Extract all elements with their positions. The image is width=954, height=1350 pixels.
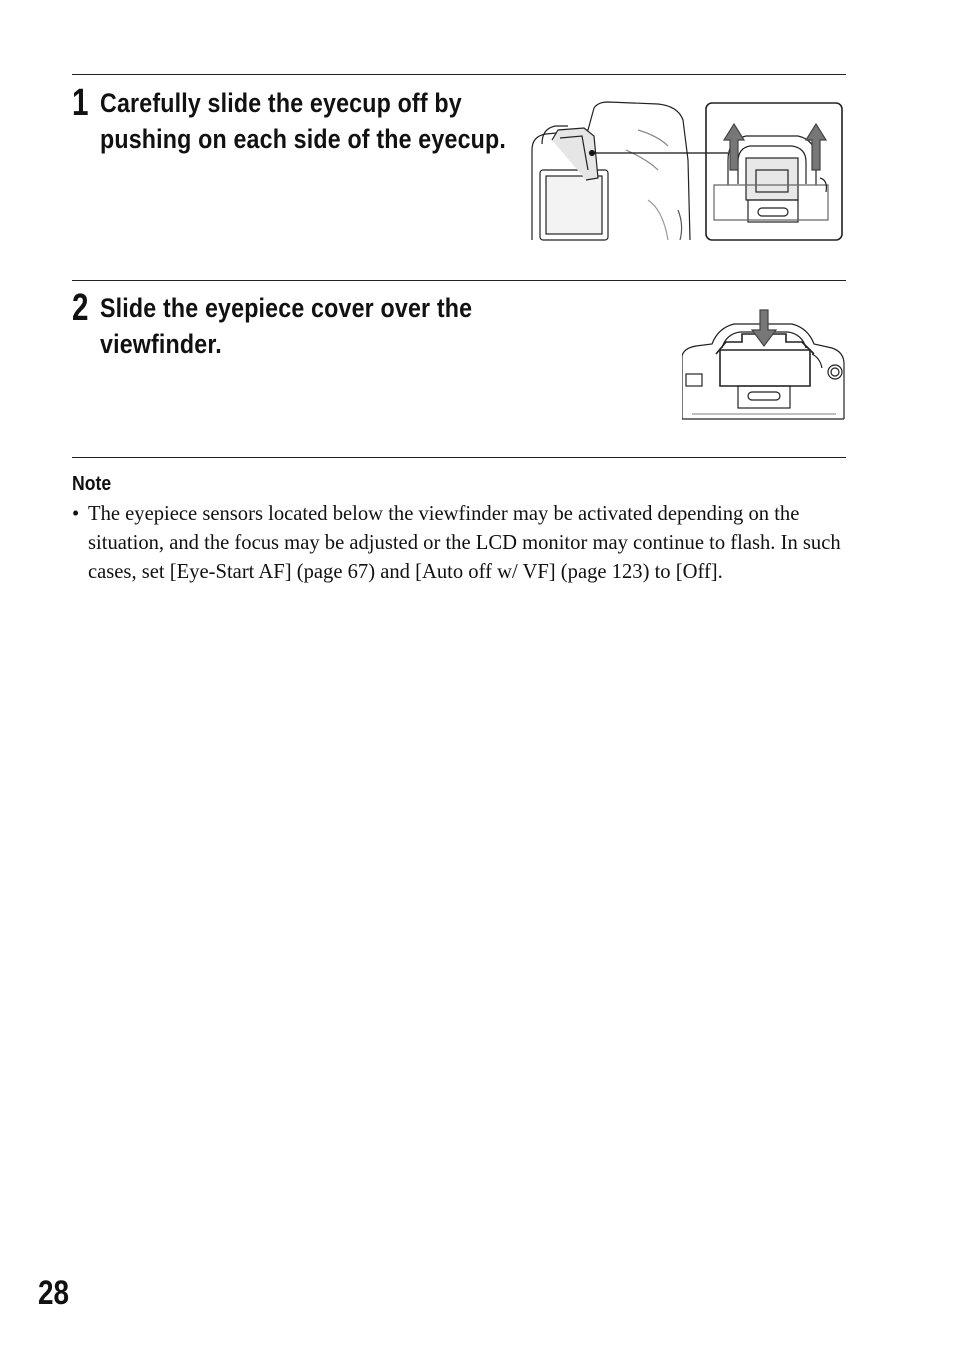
top-rule — [72, 74, 846, 75]
eyecup-removal-illustration — [528, 100, 846, 245]
note-heading: Note — [72, 473, 112, 495]
note-bullet: • — [72, 503, 80, 525]
eyepiece-cover-illustration — [682, 304, 846, 422]
note-text: The eyepiece sensors located below the viewfinder may be activated depending on the situation, and the focus may be adjusted or the LCD monitor may continue to flash. In such cases, set [Eye-Start AF] (page 67) and [Auto off w/ VF] (page 123) to [Off]. — [88, 503, 841, 583]
section-rule-1 — [72, 280, 846, 281]
page-number: 28 — [38, 1274, 70, 1312]
step-1-text: Carefully slide the eyecup off by pushing on each side of the eyecup. — [100, 88, 506, 154]
step-1-number: 1 — [72, 82, 89, 124]
step-2-text: Slide the eyepiece cover over the viewfinder. — [100, 293, 473, 359]
section-rule-2 — [72, 457, 846, 458]
note-body — [72, 500, 847, 587]
step-2-number: 2 — [72, 287, 89, 329]
